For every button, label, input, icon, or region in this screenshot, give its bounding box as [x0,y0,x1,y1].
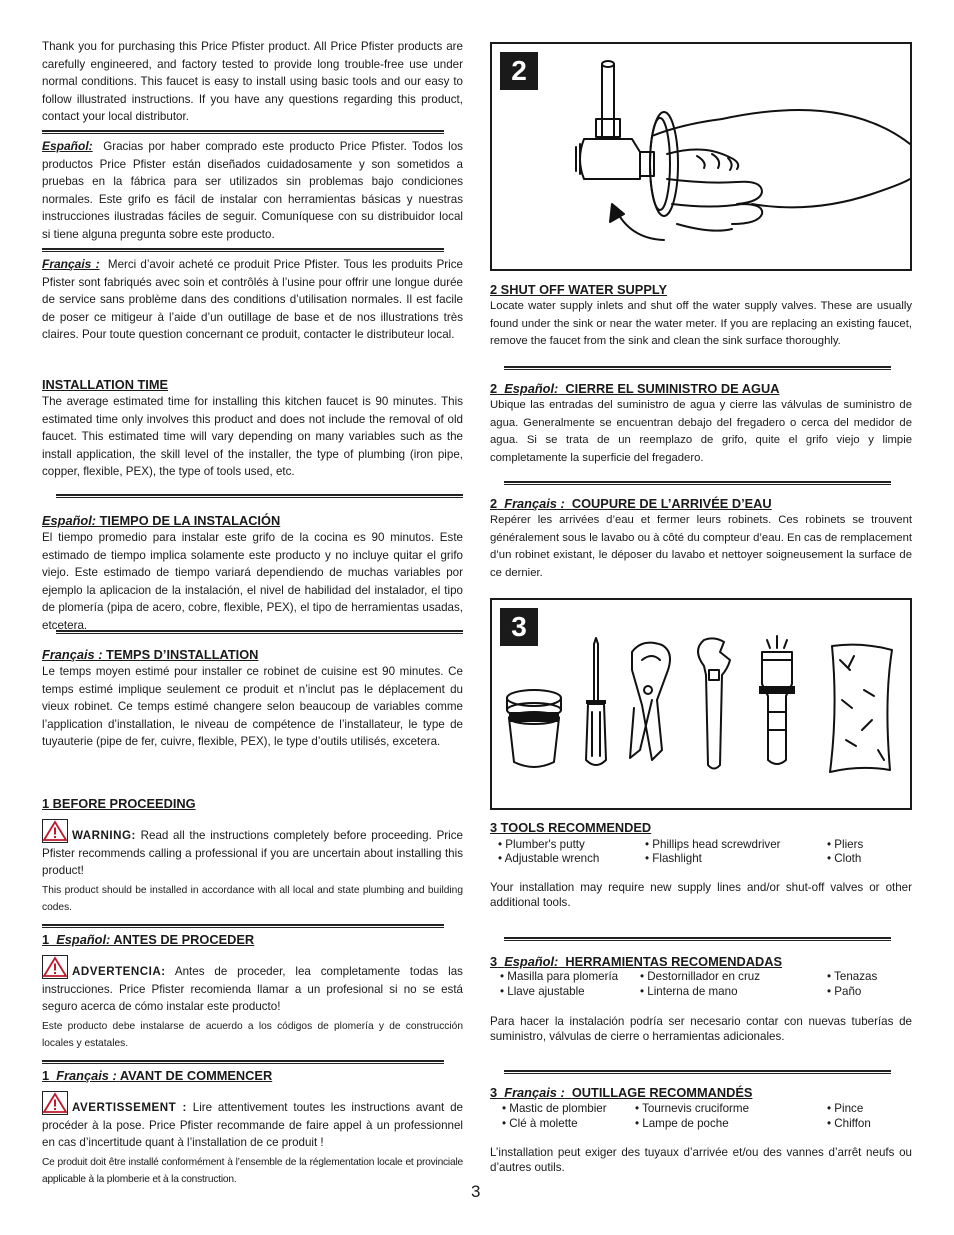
step3-english [490,820,912,909]
section-heading: 2 SHUT OFF WATER SUPPLY [490,282,668,297]
list-item: • Llave ajustable [500,985,585,998]
list-item: • Cloth [827,852,862,865]
step2-french: 2 Français : COUPURE DE L’ARRIVÉE D’EAU Repérer les arrivées d’eau et fermer leurs robinets. Ces robinets se trouvent généralement sous le lavabo ou à côté du compteur d’eau. En cas de remplacement d’un robinet existant, le déposer du lavabo et nettoyer soigneusement la surface de ce dernier. [490,496,912,582]
divider [56,494,463,498]
es-label: Español: [42,513,97,528]
plumbers-putty-icon [507,690,561,767]
divider [504,481,891,485]
section-heading: ANTES DE PROCEDER [113,932,255,947]
install-time-es-text: El tiempo promedio para instalar este grifo de la cocina es 90 minutos. Este estimado de tiempo implica solamente este producto y no incluye quitar el grifo viejo. Este estimado de tiempo variará dependiendo de muchas variables por ejemplo la aplicacion de la instalación, el nivel de habilidad del instalador, el tipo de plomería (pipa de acero, cobre, flexible, PEX), el tipo de herramientas usadas, etcetera. [42,531,463,632]
section-heading: AVANT DE COMMENCER [119,1068,273,1083]
list-item: • Phillips head screwdriver [645,838,781,851]
step2-spanish: 2 Español: CIERRE EL SUMINISTRO DE AGUA Ubique las entradas del suministro de agua y cierre las válvulas de suministro de agua. Generalmente se encuentran debajo del fregadero o cerca del medidor de agua. Si se trata de un reemplazo de grifo, quite el grifo viejo y limpie completamente la superficie del fregadero. [490,381,912,467]
install-time-english [42,377,463,481]
section-heading: CIERRE EL SUMINISTRO DE AGUA [565,381,780,396]
divider [42,248,444,252]
step2-en-text: Locate water supply inlets and shut off the water supply valves. These are usually found under the sink or near the water meter. If you are replacing an existing faucet, remove the faucet from the sink and clean the sink surface thoroughly. [490,300,912,347]
cloth-icon [830,645,892,772]
warning-text: Read all the instructions completely before proceeding. Price Pfister recommends calling a professional if you are uncertain about installing this product! [42,829,463,877]
section-heading: TEMPS D’INSTALLATION [106,647,259,662]
warning-label: ADVERTENCIA: [72,965,166,978]
section-heading: TIEMPO DE LA INSTALACIÓN [99,513,281,528]
warning-text: Lire attentivement toutes les instructions avant de procéder à la pose. Price Pfister recommande de faire appel à un professionnel en cas d’incertitude quant à l’installation de ce produit ! [42,1101,464,1149]
warning-label: WARNING: [72,829,136,842]
list-item: • Chiffon [827,1117,871,1130]
install-time-french [42,647,463,751]
pliers-icon [630,643,670,760]
step3-spanish: 3 Español: HERRAMIENTAS RECOMENDADAS • Masilla para plomería • Destornillador en cruz • Tenazas • Llave ajustable • Linterna de mano • Paño Para hacer la instalación podría ser necesario contar con nuevas tuberías de suministro, válvulas de cierre o herramientas adicionales. [490,954,912,1043]
codes-note: Este producto debe instalarse de acuerdo a los códigos de plomería y de construcción locales y estatales. [42,1020,463,1049]
warning-triangle-icon [42,955,68,979]
figure-3 [490,598,912,810]
warning-triangle-icon [42,819,68,843]
step1-english [42,796,463,916]
list-item: • Pliers [827,838,864,851]
list-item: • Plumber's putty [498,838,585,851]
codes-note: This product should be installed in accordance with all local and state plumbing and building codes. [42,884,463,913]
list-item: • Paño [827,985,862,998]
tools-illustration [492,600,910,808]
warning-triangle-icon [42,1091,68,1115]
step2-english [490,282,912,351]
intro-english [42,38,463,126]
step3-en-note: Your installation may require new supply lines and/or shut-off valves or other additional tools. [490,881,912,909]
warning-label: AVERTISSEMENT : [72,1101,187,1114]
shutoff-valve-hand-illustration [492,44,910,269]
list-item: • Masilla para plomería [500,970,619,983]
flashlight-icon [762,636,792,764]
divider [42,924,444,928]
adjustable-wrench-icon [698,638,730,768]
intro-fr-text: Merci d’avoir acheté ce produit Price Pfister. Tous les produits Price Pfister sont fabriqués avec soin et contrôlés à l’usine pour offrir une longue durée de service sans problème dans des conditions d’utilisation normales. Il est facile de poser ce mitigeur à l’aide d’un outillage de base et de nos illustrations très claires. Pour toute question concernant ce produit, contacter le distributeur local. [42,258,463,341]
list-item: • Adjustable wrench [498,852,600,865]
es-label: Español: [504,381,559,396]
fr-label: Français : [504,1085,565,1100]
list-item: • Tenazas [827,970,878,983]
list-item: • Pince [827,1102,864,1115]
section-heading: 1 BEFORE PROCEEDING [42,796,196,811]
figure-number-badge: 3 [500,608,538,646]
list-item: • Flashlight [645,852,702,865]
fr-label: Français : [504,496,565,511]
section-heading: INSTALLATION TIME [42,377,169,392]
step3-french: 3 Français : OUTILLAGE RECOMMANDÉS • Mastic de plombier • Tournevis cruciforme • Pince • Clé à molette • Lampe de poche • Chiffon L’installation peut exiger des tuyaux d’arrivée et/ou des vannes d’arrêt neufs ou d’autres outils. [490,1085,912,1174]
intro-en-text: Thank you for purchasing this Price Pfister product. All Price Pfister products are carefully engineered, and factory tested to provide long trouble-free use under normal conditions. This faucet is easy to install using basic tools and our easy to follow illustrated instructions. If you have any questions regarding this product, contact your local distributor. [42,40,463,123]
figure-number-badge: 2 [500,52,538,90]
step3-es-note: Para hacer la instalación podría ser necesario contar con nuevas tuberías de suministro, válvulas de cierre o herramientas adicionales. [490,1015,912,1043]
list-item: • Tournevis cruciforme [635,1102,750,1115]
fr-label: Français : [56,1068,117,1083]
intro-spanish [42,138,463,243]
intro-french [42,256,463,344]
codes-note: Ce produit doit être installé conformément à l’ensemble de la réglementation locale et provinciale applicable à la plomberie et à la construction. [42,1156,463,1185]
section-heading: HERRAMIENTAS RECOMENDADAS [565,954,783,969]
step1-french: 1 Français : AVANT DE COMMENCER AVERTISSEMENT : Lire attentivement toutes les instructions avant de procéder à la pose. Price Pfister recommande de faire appel à un professionnel en cas d’incertitude quant à l’installation de ce produit ! Ce produit doit être installé conformément à l’ensemble de la réglementation locale et provinciale applicable à la plomberie et à la construction. [42,1068,463,1188]
list-item: • Mastic de plombier [502,1102,607,1115]
divider [42,130,444,134]
install-time-fr-text: Le temps moyen estimé pour installer ce robinet de cuisine est 90 minutes. Ce temps estimé implique seulement ce produit et n’inclut pas le déplacement du vieux robinet. Ce temps estimé changere selon beaucoup de variables comme l’application d’installation, le niveau de compétence de l’installateur, le type de tuyauterie (pipe de fer, cuivre, flexible, PEX), le type d’outils utilisés, excetera. [42,665,463,748]
list-item: • Destornillador en cruz [640,970,761,983]
install-time-en-text: The average estimated time for installing this kitchen faucet is 90 minutes. This estimated time only involves this product and does not include the removal of old faucet. This estimated time will vary depending on many variables such as the install application, the skill level of the installer, the type of plumbing (iron pipe, copper, flexible, PEX), the type of tools used, etc. [42,395,463,478]
section-heading: COUPURE DE L’ARRIVÉE D’EAU [571,496,772,511]
divider [504,937,891,941]
es-label: Español: [42,139,93,153]
divider [42,1060,444,1064]
es-label: Español: [56,932,111,947]
step2-es-text: Ubique las entradas del suministro de agua y cierre las válvulas de suministro de agua. Generalmente se encuentran debajo del fregadero o cerca del medidor de agua. Si se trata de un reemplazo de grifo, quite el grifo viejo y limpie completamente la superficie del fregadero. [490,399,912,464]
fr-label: Français : [42,647,103,662]
divider [504,366,891,370]
page-number: 3 [471,1182,481,1201]
intro-es-text: Gracias por haber comprado este producto Price Pfister. Todos los productos Price Pfister están diseñados cuidadosamente y son sometidos a pruebas en la fábrica para ser utilizados sin problemas bajo condiciones normales. Este grifo es fácil de instalar con herramientas básicas y nuestras instrucciones ilustradas fáciles de seguir. Comuníquese con su distribuidor local si tiene alguna pregunta sobre este producto. [42,140,463,241]
figure-2 [490,42,912,271]
divider [56,630,463,634]
section-heading: OUTILLAGE RECOMMANDÉS [571,1085,753,1100]
list-item: • Clé à molette [502,1117,578,1130]
fr-label: Français : [42,257,100,271]
divider [504,1070,891,1074]
list-item: • Linterna de mano [640,985,738,998]
list-item: • Lampe de poche [635,1117,729,1130]
step1-spanish: 1 Español: ANTES DE PROCEDER ADVERTENCIA: Antes de proceder, lea completamente todas las instrucciones. Price Pfister recomienda llamar a un profesional si no se está seguro acerca de cómo instalar este producto! Este producto debe instalarse de acuerdo a los códigos de plomería y de construcción locales y estatales. [42,932,463,1052]
install-time-spanish [42,513,463,634]
warning-text: Antes de proceder, lea completamente todas las instrucciones. Price Pfister recomienda llamar a un profesional si no se está seguro acerca de cómo instalar este producto! [42,965,463,1013]
section-heading: 3 TOOLS RECOMMENDED [490,820,652,835]
es-label: Español: [504,954,559,969]
step3-fr-note: L’installation peut exiger des tuyaux d’arrivée et/ou des vannes d’arrêt neufs ou d’autres outils. [490,1146,912,1174]
step2-fr-text: Repérer les arrivées d’eau et fermer leurs robinets. Ces robinets se trouvent généralement sous le lavabo ou à côté du compteur d’eau. En cas de remplacement d’un robinet existant, le déposer du lavabo et nettoyer soigneusement la surface de ce dernier. [490,514,913,579]
